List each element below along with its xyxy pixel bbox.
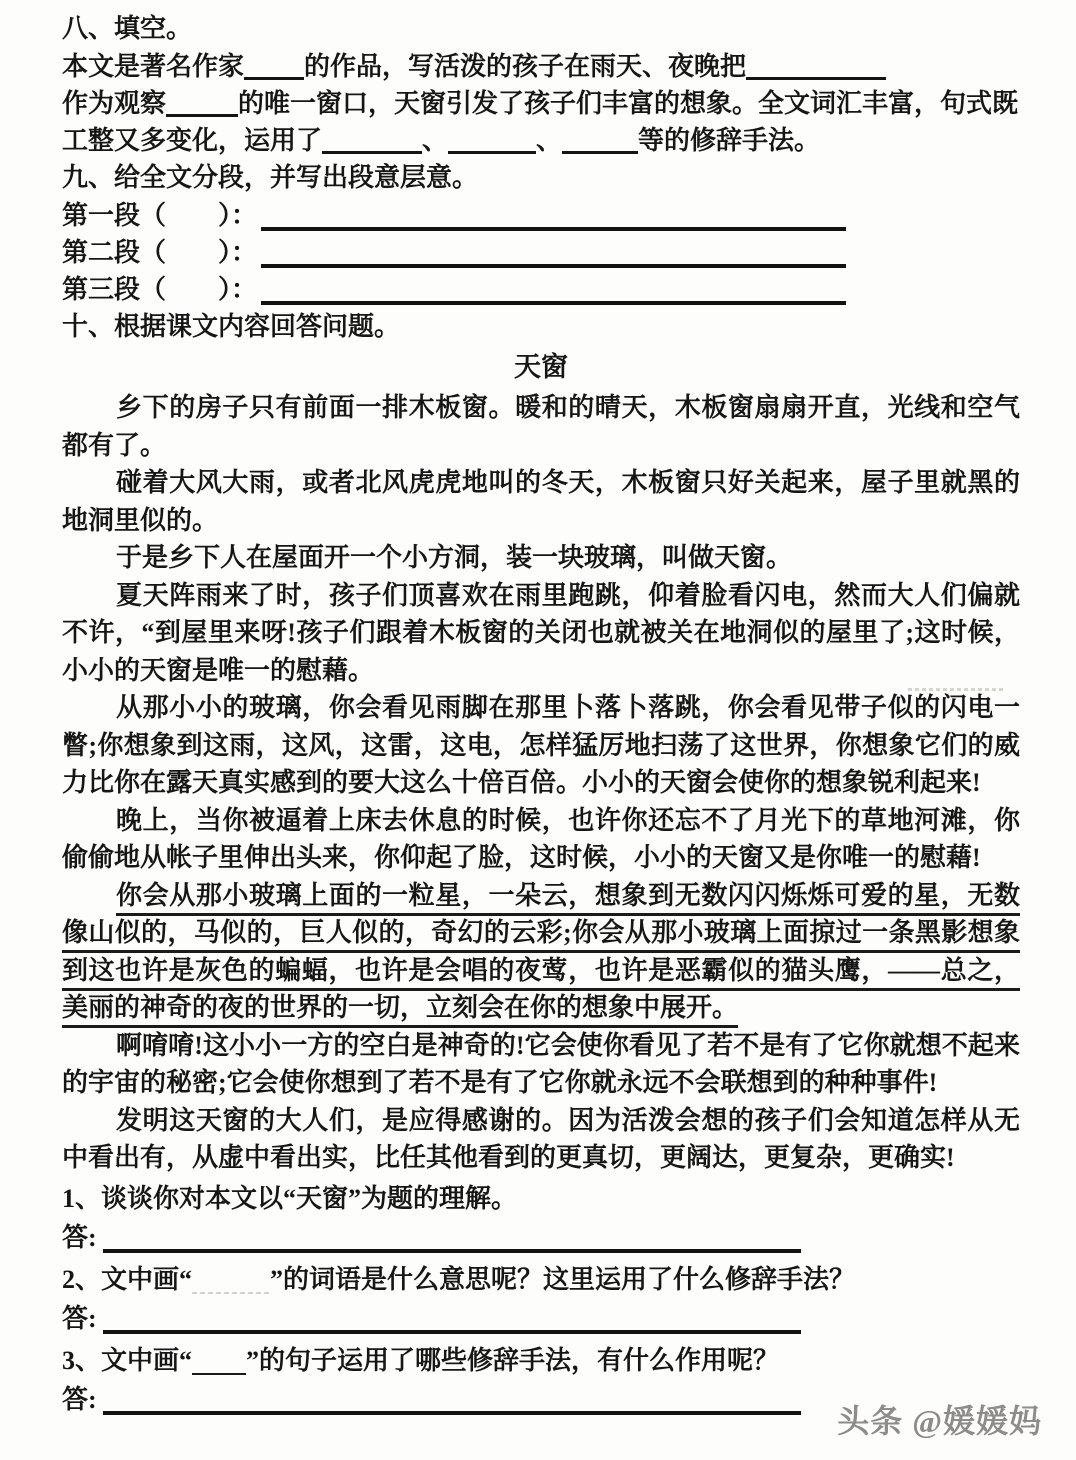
segment-label: 第一段（ ）： bbox=[62, 201, 258, 230]
passage-paragraph: 夏天阵雨来了时，孩子们顶喜欢在雨里跑跳，仰着脸看闪电，然而大人们偏就不许，“到屋里来呀!孩子们跟着木板窗的关闭也就被关在地洞似的屋里了;这时候，小小的天窗是唯一的慰藉。 bbox=[62, 580, 1020, 685]
answer-label: 答: bbox=[62, 1384, 97, 1414]
answer-row-2 bbox=[62, 1299, 1020, 1339]
answer-line bbox=[103, 1225, 801, 1253]
passage-paragraph: 啊唷唷!这小小一方的空白是神奇的!它会使你看见了若不是有了它你就想不起来的宇宙的秘密;它会使你想到了若不是有了它你就永远不会联想到的种种事件! bbox=[62, 1030, 1020, 1097]
passage-paragraph: 晚上，当你被逼着上床去休息的时候，也许你还忘不了月光下的草地河滩，你偷偷地从帐子里伸出头来，你仰起了脸，这时候，小小的天窗又是你唯一的慰藉! bbox=[62, 805, 1020, 872]
segment-answer-line bbox=[261, 240, 846, 268]
answer-label: 答: bbox=[62, 1222, 97, 1252]
section8-fill-line-1 bbox=[62, 48, 1020, 85]
passage-paragraph: 从那小小的玻璃，你会看见雨脚在那里卜落卜落跳，你会看见带子似的闪电一瞥;你想象到这雨，这风，这雷，这电，怎样猛厉地扫荡了这世界，你想象它们的威力比你在露天真实感到的要大这么十倍百倍。小小的天窗会使你的想象锐利起来! bbox=[62, 693, 1020, 797]
faint-scan-artifact bbox=[908, 688, 1004, 691]
answer-row-1 bbox=[62, 1218, 1020, 1258]
fill-text: 本文是著名作家 bbox=[62, 52, 245, 81]
fill-text: 的唯一窗口，天窗引发了孩子们丰富的想象。全文词汇丰富，句式既 bbox=[238, 89, 1019, 118]
segment-row-2 bbox=[62, 234, 1020, 271]
fill-text: 工整又多变化，运用了 bbox=[62, 126, 323, 155]
segment-row-1 bbox=[62, 197, 1020, 234]
fill-blank bbox=[322, 131, 422, 154]
passage-paragraph-underlined: 你会从那小玻璃上面的一粒星，一朵云，想象到无数闪闪烁烁可爱的星，无数像山似的，马似的，巨人似的，奇幻的云彩;你会从那小玻璃上面掠过一条黑影想象到这也许是灰色的蝙蝠，也许是会唱的夜莺，也许是恶霸似的猫头鹰，——总之，美丽的神奇的夜的世界的一切，立刻会在你的想象中展开。 bbox=[62, 880, 1020, 1022]
answer-line bbox=[103, 1387, 801, 1415]
question-2 bbox=[62, 1261, 1020, 1299]
question-text: 3、文中画“ bbox=[62, 1345, 193, 1375]
question-text: ”的词语是什么意思呢？这里运用了什么修辞手法？ bbox=[270, 1264, 856, 1294]
question-text: 2、文中画“ bbox=[62, 1264, 193, 1294]
passage-paragraph: 碰着大风大雨，或者北风虎虎地叫的冬天，木板窗只好关起来，屋子里就黑的地洞里似的。 bbox=[62, 468, 1020, 535]
segment-answer-line bbox=[261, 203, 846, 231]
fill-separator: 、 bbox=[536, 126, 563, 155]
segment-label: 第二段（ ）： bbox=[62, 238, 258, 267]
passage-paragraph: 发明这天窗的大人们，是应得感谢的。因为活泼会想的孩子们会知道怎样从无中看出有，从虚中看出实，比任其他看到的更真切，更阔达，更复杂，更确实! bbox=[62, 1105, 1020, 1172]
passage-paragraph: 乡下的房子只有前面一排木板窗。暖和的晴天，木板窗扇扇开直，光线和空气都有了。 bbox=[62, 393, 1020, 460]
passage-paragraph: 于是乡下人在屋面开一个小方洞，装一块玻璃，叫做天窗。 bbox=[116, 543, 793, 572]
toutiao-watermark: 头条 @媛媛妈 bbox=[837, 1403, 1042, 1439]
section8-fill-line-2 bbox=[62, 85, 1020, 122]
underline-mark-placeholder bbox=[192, 1355, 246, 1375]
section10-heading: 十、根据课文内容回答问题。 bbox=[62, 312, 401, 341]
fill-text: 等的修辞手法。 bbox=[638, 126, 821, 155]
segment-label: 第三段（ ）： bbox=[62, 275, 258, 304]
fill-text: 作为观察 bbox=[62, 89, 167, 118]
wavy-mark-placeholder bbox=[192, 1284, 270, 1294]
fill-blank bbox=[746, 57, 886, 80]
passage-body bbox=[62, 389, 1020, 1177]
passage-title: 天窗 bbox=[514, 352, 568, 382]
question-1: 1、谈谈你对本文以“天窗”为题的理解。 bbox=[62, 1183, 518, 1213]
segment-answer-line bbox=[261, 277, 846, 305]
section9-heading: 九、给全文分段，并写出段意层意。 bbox=[62, 163, 479, 192]
answer-line bbox=[103, 1306, 801, 1334]
fill-text: 的作品，写活泼的孩子在雨天、夜晚把 bbox=[304, 52, 747, 81]
question-3 bbox=[62, 1342, 1020, 1380]
answer-label: 答: bbox=[62, 1303, 97, 1333]
section8-heading: 八、填空。 bbox=[62, 14, 193, 43]
segment-row-3 bbox=[62, 271, 1020, 308]
fill-blank bbox=[166, 94, 238, 117]
fill-blank bbox=[448, 131, 536, 154]
section8-fill-line-3 bbox=[62, 122, 1020, 159]
fill-blank bbox=[244, 57, 304, 80]
fill-blank bbox=[562, 131, 638, 154]
fill-separator: 、 bbox=[422, 126, 449, 155]
question-text: ”的句子运用了哪些修辞手法，有什么作用呢？ bbox=[246, 1345, 780, 1375]
